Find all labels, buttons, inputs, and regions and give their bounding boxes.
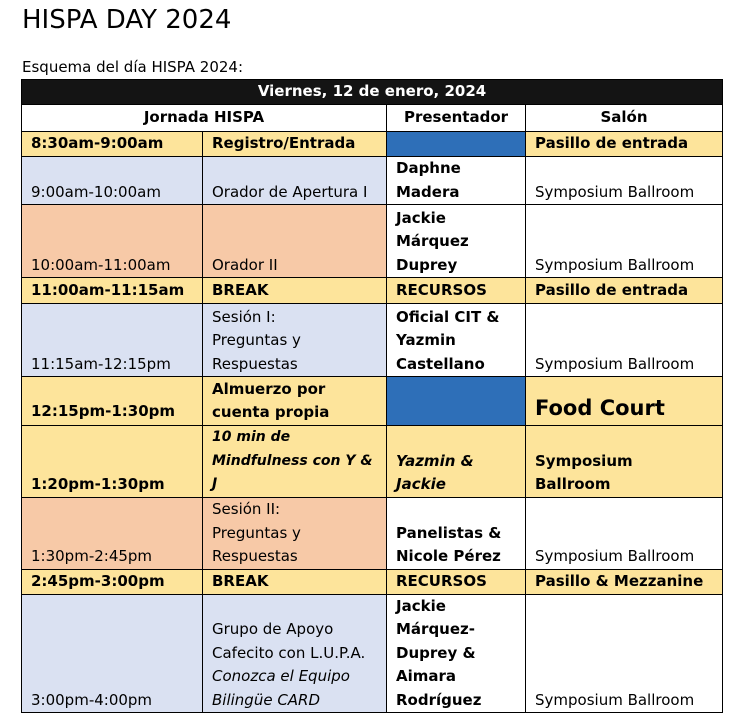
- table-row: [22, 377, 723, 426]
- column-header-jornada: Jornada HISPA: [22, 105, 387, 132]
- event-cell: [203, 377, 387, 426]
- room-cell: Symposium Ballroom: [526, 497, 723, 569]
- event-line: Preguntas y: [212, 331, 301, 349]
- event-line: Preguntas y: [212, 523, 301, 542]
- presenter-line: Yazmin: [396, 331, 456, 349]
- event-line: Mindfulness con Y & J: [212, 452, 373, 492]
- event-cell: [203, 497, 387, 569]
- presenter-line: Aimara: [396, 667, 457, 685]
- event-cell: Registro/Entrada: [203, 132, 387, 157]
- time-cell: 1:30pm-2:45pm: [22, 497, 203, 569]
- presenter-line: Daphne: [396, 159, 461, 177]
- presenter-line: Madera: [396, 182, 460, 201]
- room-cell: Symposium Ballroom: [526, 157, 723, 205]
- presenter-line: Márquez-: [396, 620, 475, 638]
- time-cell: 12:15pm-1:30pm: [22, 377, 203, 426]
- room-cell: Symposium Ballroom: [526, 426, 723, 498]
- table-row: [22, 205, 723, 278]
- room-cell: Food Court: [526, 377, 723, 426]
- event-cell: Orador II: [203, 205, 387, 278]
- presenter-line: Castellano: [396, 354, 485, 373]
- room-cell: Pasillo de entrada: [526, 278, 723, 304]
- table-row: [22, 157, 723, 205]
- event-line: Sesión II:: [212, 500, 281, 518]
- event-cell: BREAK: [203, 278, 387, 304]
- column-header-presentador: Presentador: [387, 105, 526, 132]
- table-row: [22, 497, 723, 569]
- presenter-line: Oficial CIT &: [396, 307, 500, 326]
- presenter-cell: RECURSOS: [387, 278, 526, 304]
- time-cell: 2:45pm-3:00pm: [22, 569, 203, 594]
- table-row: [22, 426, 723, 498]
- document-title: HISPA DAY 2024: [22, 5, 232, 35]
- event-cell: [203, 304, 387, 377]
- event-line: Respuestas: [212, 354, 298, 373]
- room-cell: Symposium Ballroom: [526, 304, 723, 377]
- presenter-cell: [387, 304, 526, 377]
- presenter-cell: [387, 497, 526, 569]
- presenter-line: Nicole Pérez: [396, 547, 501, 565]
- schedule-table: [21, 79, 723, 713]
- presenter-line: Yazmin &: [396, 451, 474, 470]
- event-line: cuenta propia: [212, 403, 330, 421]
- presenter-line: Duprey &: [396, 643, 476, 662]
- event-cell: [203, 426, 387, 498]
- presenter-line: Márquez: [396, 232, 469, 250]
- room-cell: Symposium Ballroom: [526, 594, 723, 713]
- time-cell: 9:00am-10:00am: [22, 157, 203, 205]
- presenter-cell: [387, 132, 526, 157]
- event-line: Cafecito con L.U.P.A.: [212, 643, 366, 662]
- presenter-line: Rodríguez: [396, 690, 482, 709]
- event-line: Bilingüe CARD: [212, 690, 321, 709]
- event-cell: [203, 594, 387, 713]
- room-cell: Pasillo de entrada: [526, 132, 723, 157]
- room-cell: Pasillo & Mezzanine: [526, 569, 723, 594]
- presenter-line: Panelistas &: [396, 523, 502, 542]
- event-line: Conozca el Equipo: [212, 667, 350, 685]
- room-cell: Symposium Ballroom: [526, 205, 723, 278]
- presenter-line: Jackie: [396, 596, 446, 615]
- time-cell: 1:20pm-1:30pm: [22, 426, 203, 498]
- time-cell: 10:00am-11:00am: [22, 205, 203, 278]
- column-header-row: [22, 105, 723, 132]
- event-line: Almuerzo por: [212, 379, 326, 398]
- time-cell: 11:15am-12:15pm: [22, 304, 203, 377]
- schedule-subtitle: Esquema del día HISPA 2024:: [22, 58, 244, 76]
- presenter-cell: RECURSOS: [387, 569, 526, 594]
- table-row: [22, 278, 723, 304]
- table-row: [22, 132, 723, 157]
- event-line: Respuestas: [212, 547, 298, 565]
- time-cell: 8:30am-9:00am: [22, 132, 203, 157]
- presenter-line: Jackie: [396, 208, 446, 227]
- day-header: Viernes, 12 de enero, 2024: [22, 80, 723, 105]
- presenter-line: Duprey: [396, 255, 458, 274]
- event-line: Sesión I:: [212, 307, 276, 326]
- presenter-cell: [387, 205, 526, 278]
- presenter-cell: [387, 157, 526, 205]
- event-line: 10 min de: [212, 429, 291, 445]
- time-cell: 3:00pm-4:00pm: [22, 594, 203, 713]
- presenter-cell: [387, 377, 526, 426]
- day-header-row: [22, 80, 723, 105]
- presenter-cell: [387, 594, 526, 713]
- presenter-line: Jackie: [396, 475, 446, 493]
- event-cell: BREAK: [203, 569, 387, 594]
- table-row: [22, 594, 723, 713]
- presenter-cell: [387, 426, 526, 498]
- column-header-salon: Salón: [526, 105, 723, 132]
- event-cell: Orador de Apertura I: [203, 157, 387, 205]
- table-row: [22, 304, 723, 377]
- table-row: [22, 569, 723, 594]
- time-cell: 11:00am-11:15am: [22, 278, 203, 304]
- event-line: Grupo de Apoyo: [212, 620, 334, 638]
